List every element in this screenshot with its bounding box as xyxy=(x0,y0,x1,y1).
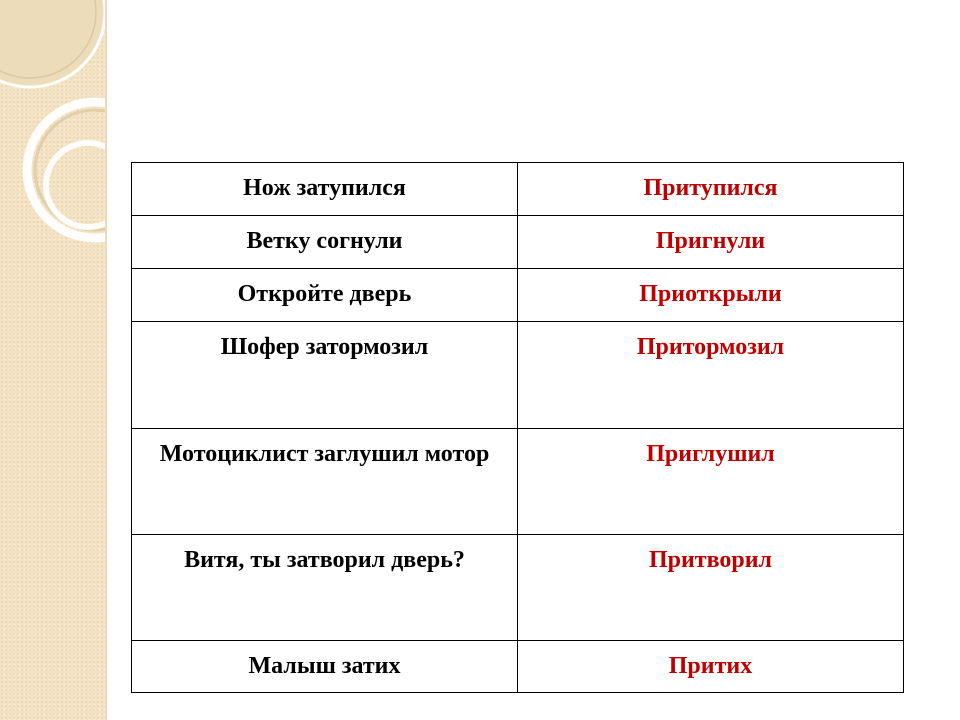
table-row xyxy=(132,641,904,693)
decorative-ring-small xyxy=(46,143,105,227)
table-row xyxy=(132,216,904,269)
decorative-side-strip xyxy=(0,0,105,720)
table-row xyxy=(132,322,904,429)
row-phrase: Ветку согнули xyxy=(132,216,518,269)
row-phrase: Мотоциклист заглушил мотор xyxy=(132,429,518,535)
row-answer: Притормозил xyxy=(518,322,904,429)
table-row xyxy=(132,269,904,322)
row-answer: Притупился xyxy=(518,163,904,216)
row-phrase: Витя, ты затворил дверь? xyxy=(132,535,518,641)
row-phrase: Шофер затормозил xyxy=(132,322,518,429)
row-answer: Притих xyxy=(518,641,904,693)
row-answer: Приоткрыли xyxy=(518,269,904,322)
table-row xyxy=(132,535,904,641)
row-answer: Приглушил xyxy=(518,429,904,535)
comparison-table xyxy=(131,162,904,693)
row-phrase: Откройте дверь xyxy=(132,269,518,322)
table-row xyxy=(132,429,904,535)
row-answer: Пригнули xyxy=(518,216,904,269)
table-row xyxy=(132,163,904,216)
decorative-rings xyxy=(0,0,105,720)
row-phrase: Малыш затих xyxy=(132,641,518,693)
row-phrase: Нож затупился xyxy=(132,163,518,216)
row-answer: Притворил xyxy=(518,535,904,641)
strip-edge xyxy=(105,0,107,720)
word-table xyxy=(131,162,903,692)
